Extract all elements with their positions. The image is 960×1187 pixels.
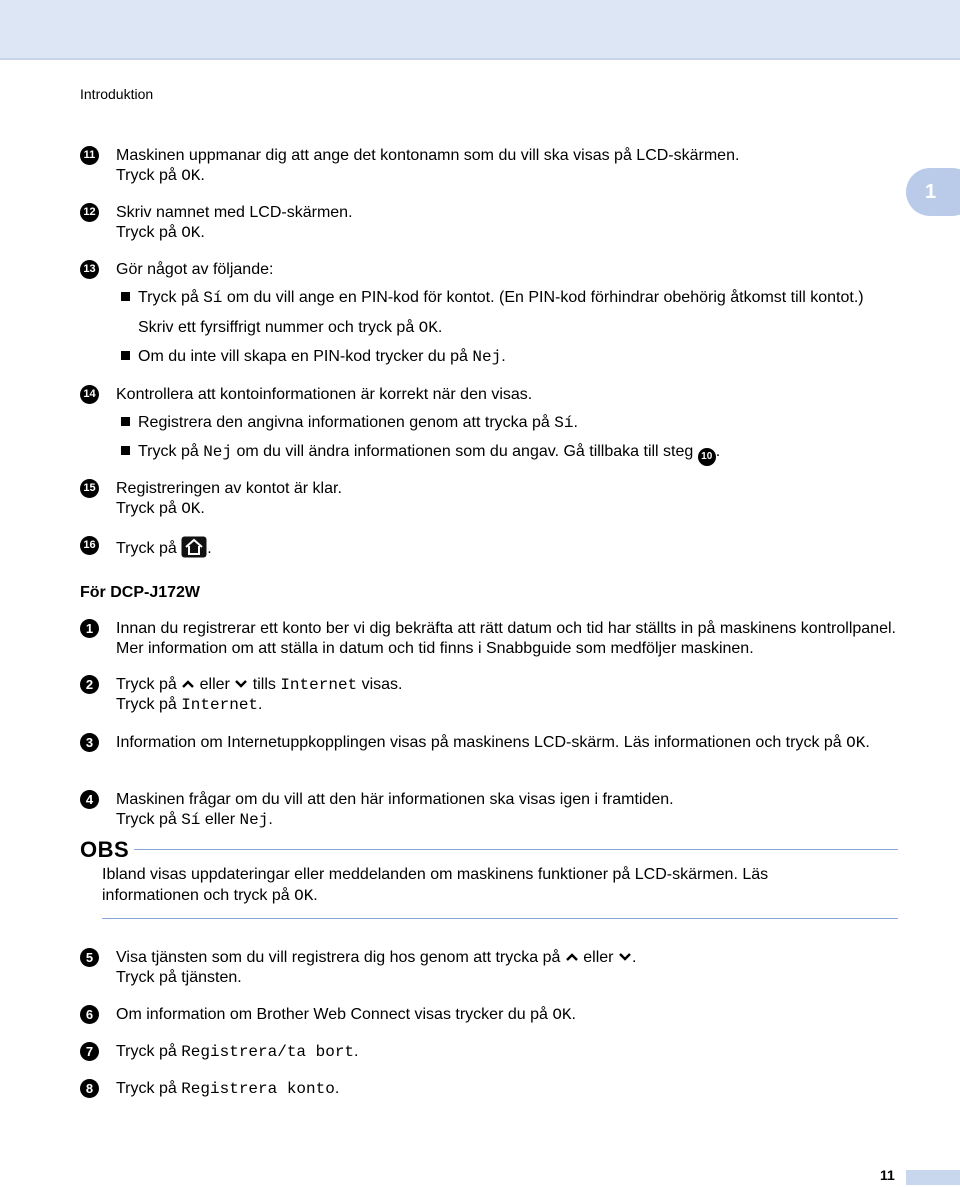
home-icon — [181, 536, 207, 558]
step-text: Tryck på Registrera konto. — [116, 1080, 340, 1098]
step-text: Maskinen uppmanar dig att ange det kontonamn som du vill ska visas på LCD-skärmen. Tryck på OK. — [116, 147, 740, 185]
step-number: 7 — [80, 1042, 99, 1061]
step-text: Kontrollera att kontoinformationen är korrekt när den visas. — [116, 386, 533, 403]
step-text: Maskinen frågar om du vill att den här informationen ska visas igen i framtiden. Tryck på Sí eller Nej. — [116, 791, 674, 829]
bullet-item: Om du inte vill skapa en PIN-kod trycker du på Nej. — [121, 347, 506, 367]
bullet-item: Registrera den angivna informationen genom att trycka på Sí. — [121, 413, 578, 433]
step-reference: 10 — [698, 448, 716, 466]
step-number: 6 — [80, 1005, 99, 1024]
step-number: 13 — [80, 260, 99, 279]
bullet-item: Tryck på Sí om du vill ange en PIN-kod för kontot. (En PIN-kod förhindrar obehörig åtkomst till kontot.) — [121, 288, 864, 308]
note-text: Ibland visas uppdateringar eller meddelanden om maskinens funktioner på LCD-skärmen. Läs informationen och tryck på OK. — [102, 866, 769, 905]
step-number: 11 — [80, 146, 99, 165]
step-text: Gör något av följande: — [116, 261, 274, 278]
bullet-square-icon — [121, 417, 130, 426]
note-title: OBS — [80, 837, 130, 862]
step-number: 12 — [80, 203, 99, 222]
chapter-number: 1 — [925, 181, 937, 203]
top-header-band — [0, 0, 960, 58]
step-number: 4 — [80, 790, 99, 809]
step-text: Registreringen av kontot är klar. Tryck på OK. — [116, 480, 342, 518]
step-text: Om information om Brother Web Connect visas trycker du på OK. — [116, 1006, 576, 1024]
step-text: Innan du registrerar ett konto ber vi dig bekräfta att rätt datum och tid har ställts in på maskinens kontrollpanel. Mer information om att ställa in datum och tid finns i Snabbguide som medföljer maskinen. — [116, 620, 896, 657]
step-number: 16 — [80, 536, 99, 555]
step-text: Visa tjänsten som du vill registrera dig hos genom att trycka på eller . Tryck på tjänsten. — [116, 949, 637, 986]
bullet-continuation: Skriv ett fyrsiffrigt nummer och tryck på OK. — [138, 319, 443, 337]
step-text: Tryck på eller tills Internet visas. Tryck på Internet. — [116, 676, 403, 714]
step-number: 1 — [80, 619, 99, 638]
step-text: Skriv namnet med LCD-skärmen. Tryck på OK. — [116, 204, 353, 242]
bullet-square-icon — [121, 446, 130, 455]
step-number: 15 — [80, 479, 99, 498]
header-divider — [0, 58, 960, 60]
step-text: Tryck på . — [116, 536, 926, 559]
bullet-square-icon — [121, 351, 130, 360]
step-number: 3 — [80, 733, 99, 752]
chevron-down-icon — [234, 679, 248, 689]
step-text: Information om Internetuppkopplingen visas på maskinens LCD-skärm. Läs informationen och tryck på OK. — [116, 734, 870, 752]
chevron-down-icon — [618, 952, 632, 962]
step-number: 2 — [80, 675, 99, 694]
step-number: 14 — [80, 385, 99, 404]
section-heading: För DCP-J172W — [80, 584, 201, 601]
chevron-up-icon — [565, 952, 579, 962]
page-tab — [906, 1170, 960, 1185]
bullet-item: Tryck på Nej om du vill ändra informationen som du angav. Gå tillbaka till steg 10 . — [121, 442, 720, 466]
page-number: 11 — [880, 1167, 895, 1183]
note-top-rule — [134, 849, 898, 850]
running-header: Introduktion — [80, 86, 154, 102]
step-number: 8 — [80, 1079, 99, 1098]
step-number: 5 — [80, 948, 99, 967]
bullet-square-icon — [121, 292, 130, 301]
note-bottom-rule — [102, 918, 898, 919]
step-text: Tryck på Registrera/ta bort. — [116, 1043, 359, 1061]
chevron-up-icon — [181, 679, 195, 689]
